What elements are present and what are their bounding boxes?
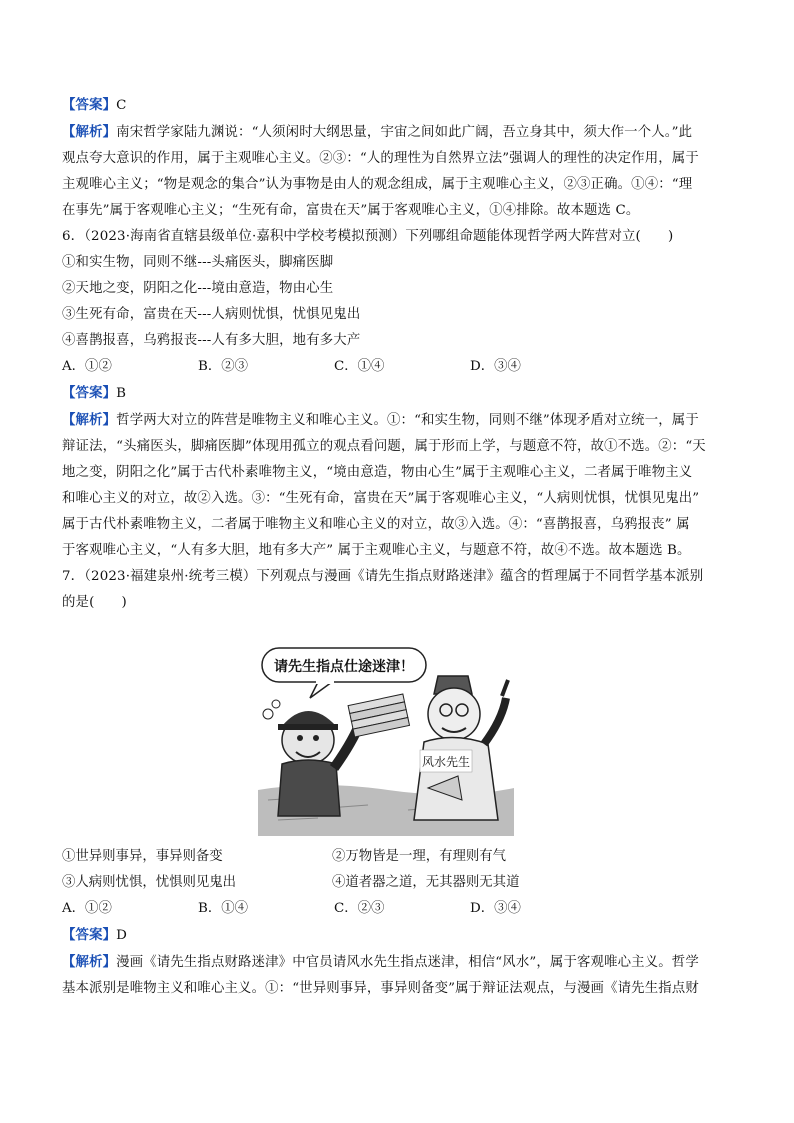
statement-item: ②万物皆是一理，有理则有气 (332, 849, 507, 864)
analysis-line (62, 407, 732, 434)
analysis-text: 和唯心主义的对立，故②入选。③：“生死有命，富贵在天”属于客观唯心主义，“人病则忧惧，忧惧见鬼出” (62, 491, 700, 506)
statement-row (62, 844, 732, 870)
statement-item: ②天地之变，阴阳之化---境由意造，物由心生 (62, 281, 334, 296)
analysis-line (62, 119, 732, 146)
statement-item: ④道者器之道，无其器则无其道 (332, 875, 520, 890)
analysis-tag: 【解析】 (62, 954, 117, 970)
options-row (62, 896, 732, 922)
statement-item: ④喜鹊报喜，乌鸦报丧---人有多大胆，地有多大产 (62, 333, 361, 348)
analysis-text: 漫画《请先生指点财路迷津》中官员请风水先生指点迷津，相信“风水”，属于客观唯心主义。哲学 (116, 955, 699, 970)
answer-tag: 【答案】 (62, 97, 117, 113)
answer-value: D (116, 928, 128, 943)
question-stem: 7．（2023·福建泉州·统考三模）下列观点与漫画《请先生指点财路迷津》蕴含的哲理属于不同哲学基本派别 (62, 569, 704, 584)
answer-tag: 【答案】 (62, 927, 117, 943)
options-row (62, 354, 732, 380)
statement-item: ①世异则事异，事异则备变 (62, 849, 223, 864)
analysis-text: 哲学两大对立的阵营是唯物主义和唯心主义。①：“和实生物，同则不继”体现矛盾对立统一，属于 (116, 413, 699, 428)
analysis-text: 辩证法，“头痛医头，脚痛医脚”体现用孤立的观点看问题，属于形而上学，与题意不符，故①不选。②：“天 (62, 439, 706, 454)
analysis-text: 基本派别是唯物主义和唯心主义。①：“世异则事异，事异则备变”属于辩证法观点，与漫画《请先生指点财 (62, 981, 699, 996)
cartoon-illustration (258, 640, 514, 836)
sign-text: 风水先生 (421, 755, 471, 769)
analysis-line (62, 949, 732, 976)
option-c[interactable]: C．①④ (334, 359, 385, 374)
analysis-text: 南宋哲学家陆九渊说：“人须闲时大纲思量，宇宙之间如此广阔，吾立身其中，须大作一个人。”此 (116, 125, 693, 140)
statement-item: ①和实生物，同则不继---头痛医头，脚痛医脚 (62, 255, 334, 270)
speech-text: 请先生指点仕途迷津！ (274, 659, 414, 675)
question-stem: 的是( ) (62, 595, 127, 610)
statement-item: ③生死有命，富贵在天---人病则忧惧，忧惧见鬼出 (62, 307, 361, 322)
question-stem: 6．（2023·海南省直辖县级单位·嘉积中学校考模拟预测）下列哪组命题能体现哲学两大阵营对立( ) (62, 229, 674, 244)
answer-line (62, 92, 732, 119)
answer-line (62, 922, 732, 949)
option-d[interactable]: D．③④ (470, 359, 521, 374)
option-a[interactable]: A．①② (62, 359, 112, 374)
document-page (62, 92, 732, 1002)
cartoon-image (258, 640, 514, 836)
analysis-text: 属于古代朴素唯物主义，二者属于唯物主义和唯心主义的对立，故③入选。④：“喜鹊报喜，乌鸦报丧” 属 (62, 517, 690, 532)
analysis-text: 于客观唯心主义，“人有多大胆，地有多大产” 属于主观唯心主义，与题意不符，故④不选。故本题选 B。 (62, 543, 691, 558)
analysis-text: 主观唯心主义；“物是观念的集合”认为事物是由人的观念组成，属于主观唯心主义，②③正确。①④：“理 (62, 177, 693, 192)
statement-row (62, 870, 732, 896)
analysis-text: 观点夸大意识的作用，属于主观唯心主义。②③：“人的理性为自然界立法”强调人的理性的决定作用，属于 (62, 151, 699, 166)
statement-item: ③人病则忧惧，忧惧则见鬼出 (62, 875, 237, 890)
analysis-tag: 【解析】 (62, 412, 117, 428)
option-b[interactable]: B．①④ (198, 901, 249, 916)
option-b[interactable]: B．②③ (198, 359, 249, 374)
option-d[interactable]: D．③④ (470, 901, 521, 916)
answer-value: B (116, 386, 127, 401)
analysis-text: 在事先”属于客观唯心主义；“生死有命，富贵在天”属于客观唯心主义，①④排除。故本题选 C。 (62, 203, 640, 218)
answer-tag: 【答案】 (62, 385, 117, 401)
answer-line (62, 380, 732, 407)
option-a[interactable]: A．①② (62, 901, 112, 916)
analysis-tag: 【解析】 (62, 124, 117, 140)
answer-value: C (116, 98, 127, 113)
option-c[interactable]: C．②③ (334, 901, 385, 916)
analysis-text: 地之变，阴阳之化”属于古代朴素唯物主义，“境由意造，物由心生”属于主观唯心主义，二者属于唯物主义 (62, 465, 693, 480)
